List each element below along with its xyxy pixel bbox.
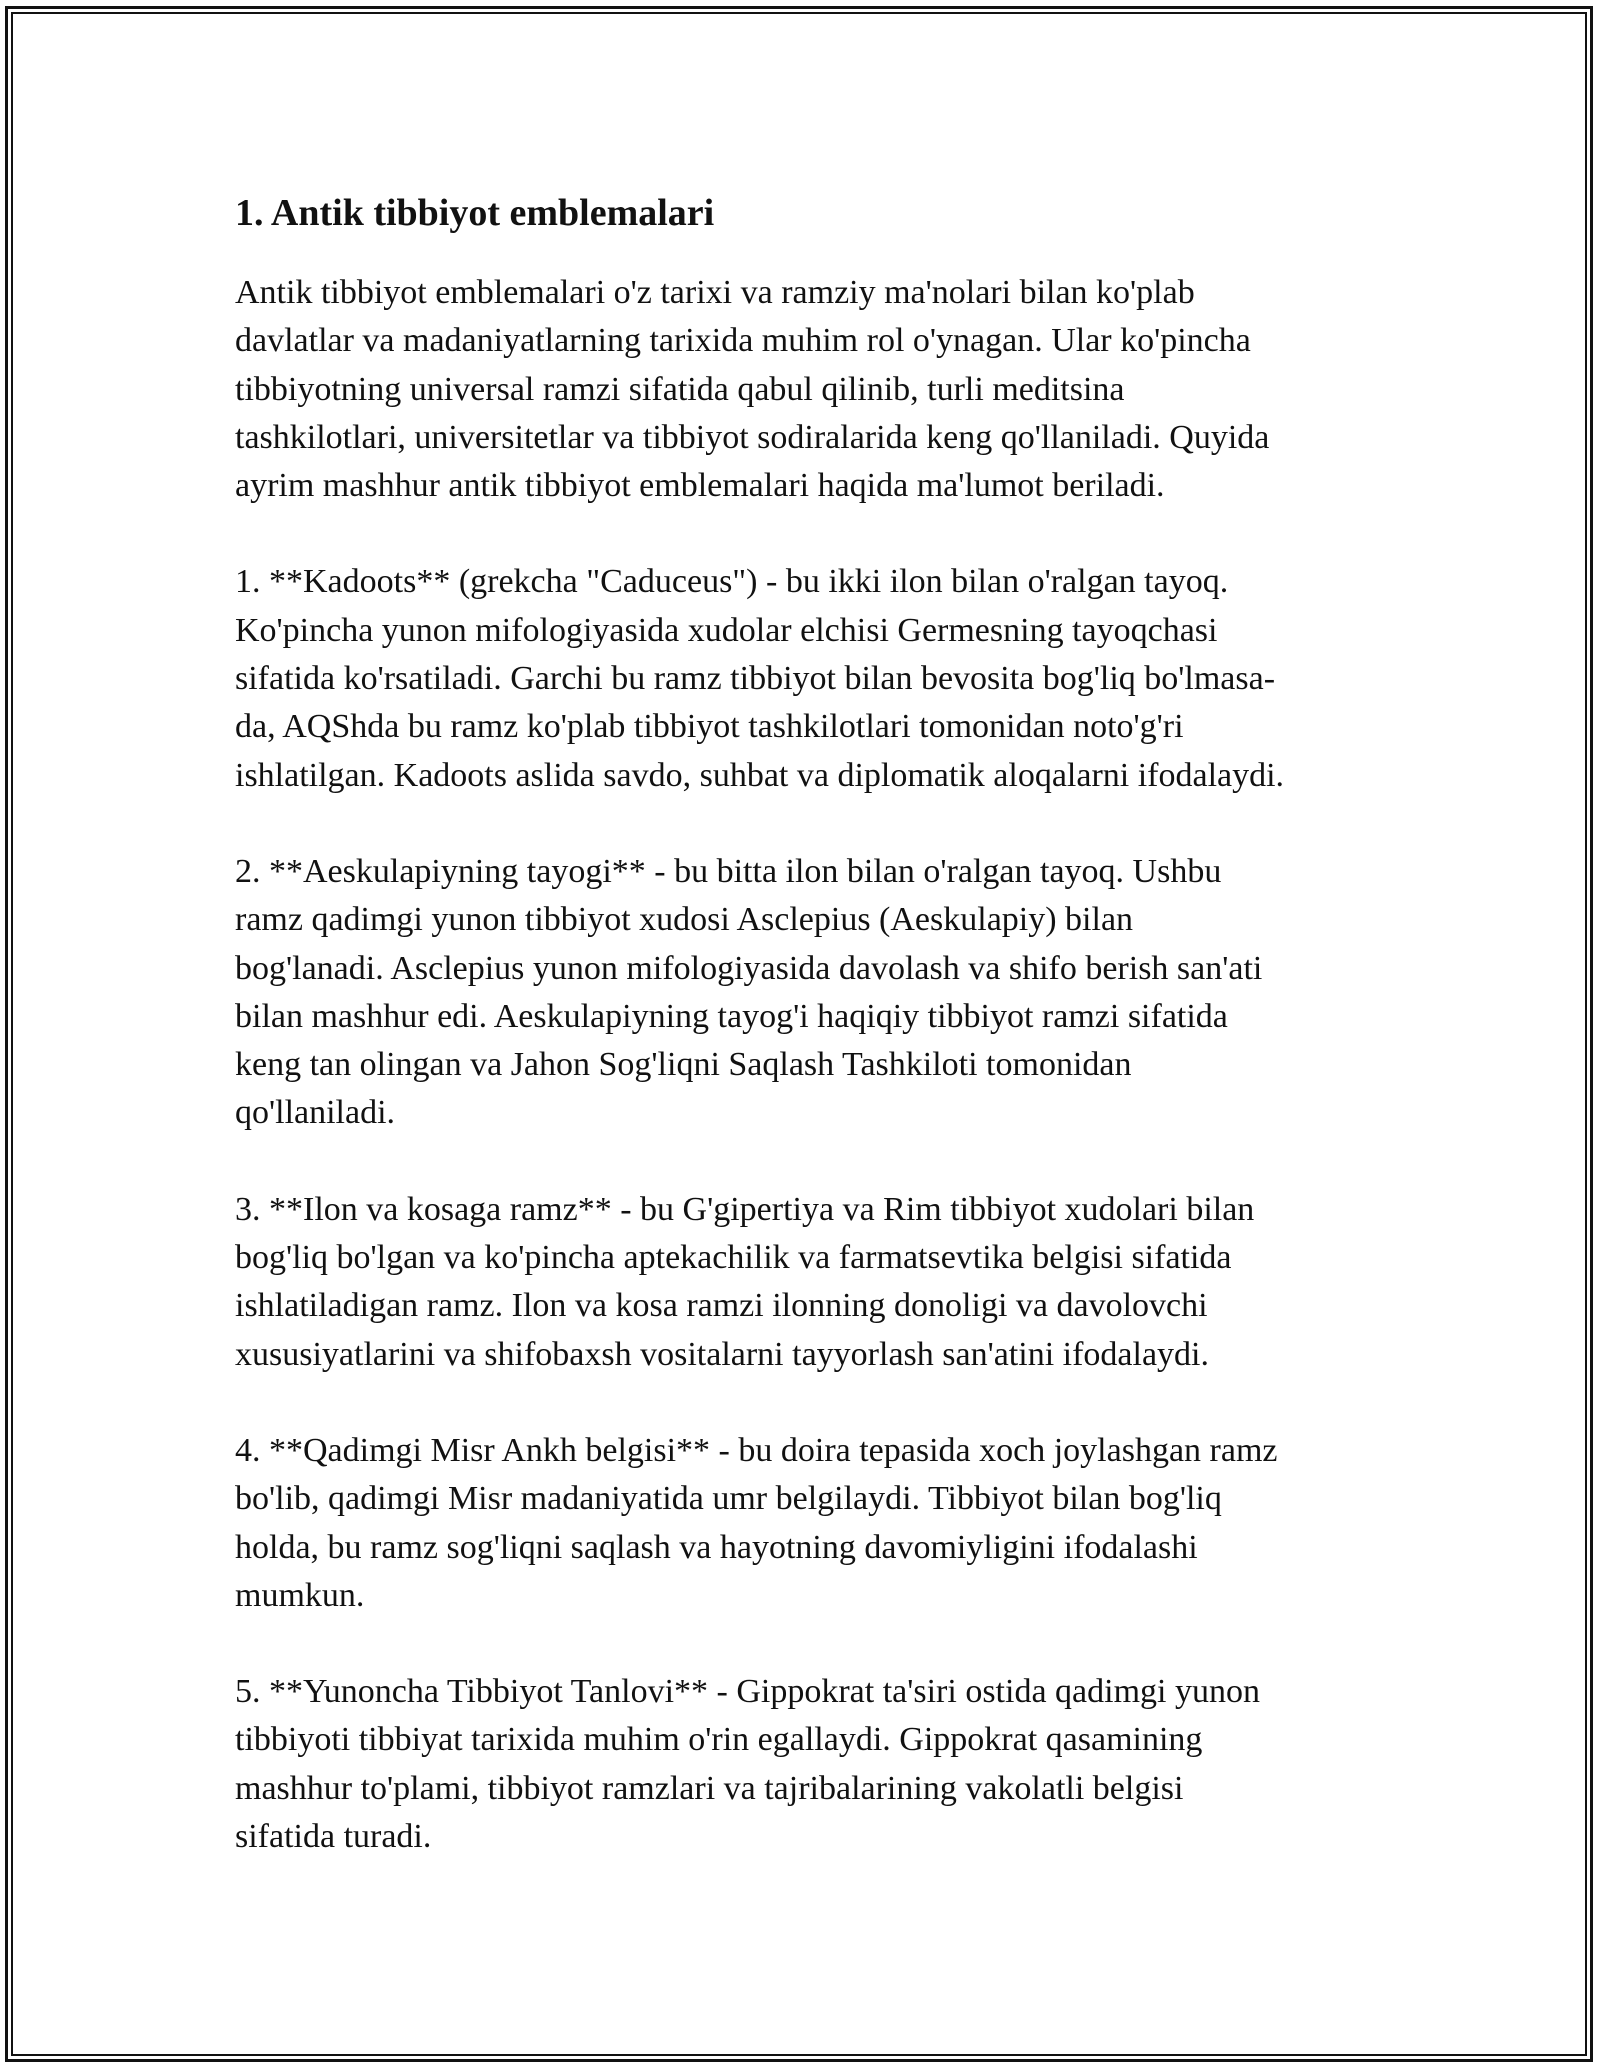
list-item-kadoots: 1. **Kadoots** (grekcha "Caduceus") - bu ikki ilon bilan o'ralgan tayoq. Ko'pincha yunon mifologiyasida xudolar elchisi Germesning tayoqchasi sifatida ko'rsatiladi. Garchi bu ramz tibbiyot bilan bevosita bog'liq bo'lmasa- da, AQShda bu ramz ko'plab tibbiyot tashkilotlari tomonidan noto'g'ri ishlatilgan. Kadoots aslida savdo, suhbat va diplomatik aloqalarni ifodalaydi. — [235, 563, 1285, 794]
list-item-snake-and-bowl: 3. **Ilon va kosaga ramz** - bu G'gipertiya va Rim tibbiyot xudolari bilan bog'liq bo'lgan va ko'pincha aptekachilik va farmatsevtika belgisi sifatida ishlatiladigan ramz. Ilon va kosa ramzi ilonning donoligi va davolovchi xususiyatlarini va shifobaxsh vositalarni tayyorlash san'atini ifodalaydi. — [235, 1190, 1255, 1373]
section-heading: 1. Antik tibbiyot emblemalari — [235, 192, 715, 234]
list-item-aeskulapiy-staff: 2. **Aeskulapiyning tayogi** - bu bitta ilon bilan o'ralgan tayoq. Ushbu ramz qadimgi yunon tibbiyot xudosi Asclepius (Aeskulapiy) bilan bog'lanadi. Asclepius yunon mifologiyasida davolash va shifo berish san'ati bilan mashhur edi. Aeskulapiyning tayog'i haqiqiy tibbiyot ramzi sifatida keng tan olingan va Jahon Sog'liqni Saqlash Tashkiloti tomonidan qo'llaniladi. — [235, 852, 1263, 1132]
list-item-ankh: 4. **Qadimgi Misr Ankh belgisi** - bu doira tepasida xoch joylashgan ramz bo'lib, qadimgi Misr madaniyatida umr belgilaydi. Tibbiyot bilan bog'liq holda, bu ramz sog'liqni saqlash va hayotning davomiyligini ifodalashi mumkun. — [235, 1431, 1278, 1614]
document-body — [235, 185, 1370, 1909]
list-item-greek-medicine: 5. **Yunoncha Tibbiyot Tanlovi** - Gippokrat ta'siri ostida qadimgi yunon tibbiyoti tibbiyat tarixida muhim o'rin egallaydi. Gippokrat qasamining mashhur to'plami, tibbiyot ramzlari va tajribalarining vakolatli belgisi sifatida turadi. — [235, 1673, 1260, 1856]
intro-paragraph: Antik tibbiyot emblemalari o'z tarixi va ramziy ma'nolari bilan ko'plab davlatlar va madaniyatlarning tarixida muhim rol o'ynagan. Ular ko'pincha tibbiyotning universal ramzi sifatida qabul qilinib, turli meditsina tashkilotlari, universitetlar va tibbiyot sodiralarida keng qo'llaniladi. Quyida ayrim mashhur antik tibbiyot emblemalari haqida ma'lumot beriladi. — [235, 274, 1270, 505]
